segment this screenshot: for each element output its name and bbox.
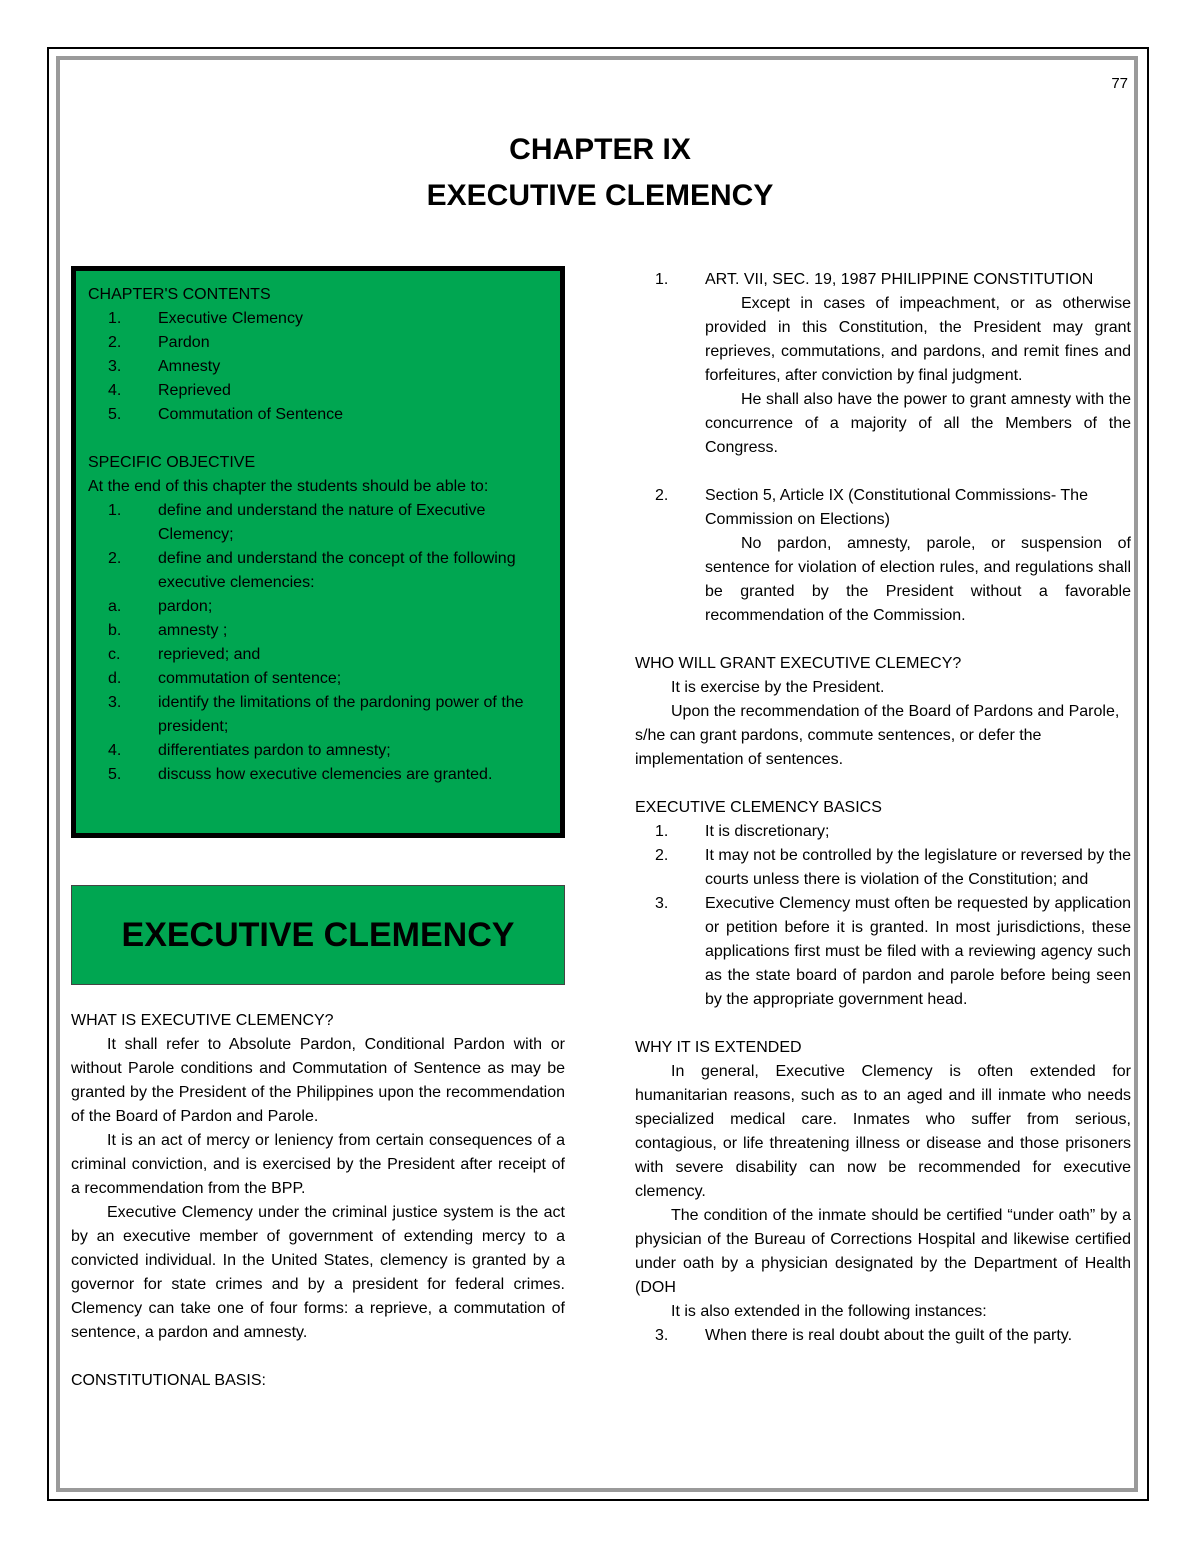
list-item: 3. When there is real doubt about the guilt of the party. — [655, 1327, 1073, 1344]
paragraph: It shall refer to Absolute Pardon, Conditional Pardon with or without Parole conditions and Commutation of Sentence as may be granted by the President of the Philippines upon the recommendation of the Board of Pardon and Parole. — [71, 1036, 565, 1125]
list-item: 2. It may not be controlled by the legislature or reversed by the courts unless there is violation of the Constitution; and — [655, 847, 1131, 888]
page-number: 77 — [1111, 75, 1128, 92]
list-item: a. pardon; — [108, 598, 213, 615]
list-item: 1. Executive Clemency — [108, 310, 303, 327]
left-column — [71, 1009, 565, 1393]
section-heading: WHAT IS EXECUTIVE CLEMENCY? — [71, 1012, 334, 1029]
paragraph: It is an act of mercy or leniency from certain consequences of a criminal conviction, and is exercised by the President after receipt of a recommendation from the BPP. — [71, 1132, 565, 1197]
list-item: 4. Reprieved — [108, 382, 231, 399]
list-item: b. amnesty ; — [108, 622, 228, 639]
list-item: 4. differentiates pardon to amnesty; — [108, 742, 391, 759]
list-item: 3. Amnesty — [108, 358, 221, 375]
list-item: d. commutation of sentence; — [108, 670, 342, 687]
legal-basis-title: Section 5, Article IX (Constitutional Commissions- The Commission on Elections) — [705, 487, 1088, 528]
list-item: 1. ART. VII, SEC. 19, 1987 PHILIPPINE CONSTITUTION — [635, 268, 1131, 292]
list-item: 2. Pardon — [108, 334, 210, 351]
chapter-title: EXECUTIVE CLEMENCY — [426, 179, 774, 212]
paragraph: He shall also have the power to grant amnesty with the concurrence of a majority of all the Members of the Congress. — [705, 391, 1131, 456]
paragraph: Upon the recommendation of the Board of Pardons and Parole, s/he can grant pardons, commute sentences, or defer the implementation of sentences. — [635, 703, 1120, 768]
clemency-sublist — [88, 595, 548, 691]
objectives-list — [88, 499, 548, 595]
paragraph: No pardon, amnesty, parole, or suspension of sentence for violation of election rules, and regulations shall be granted by the President without a favorable recommendation of the Commission. — [705, 535, 1131, 624]
section-heading: WHO WILL GRANT EXECUTIVE CLEMECY? — [635, 655, 962, 672]
legal-basis-title: ART. VII, SEC. 19, 1987 PHILIPPINE CONSTITUTION — [705, 271, 1094, 288]
chapter-contents-box — [71, 266, 565, 838]
objective-heading: SPECIFIC OBJECTIVE — [88, 454, 256, 471]
paragraph: Executive Clemency under the criminal justice system is the act by an executive member of government of extending mercy to a convicted individual. In the United States, clemency is granted by a governor for state crimes and by a president for federal crimes. Clemency can take one of four forms: a reprieve, a commutation of sentence, a pardon and amnesty. — [71, 1204, 565, 1341]
list-item: c. reprieved; and — [108, 646, 261, 663]
contents-list — [88, 307, 548, 427]
list-item: 5. Commutation of Sentence — [108, 406, 343, 423]
section-heading: CONSTITUTIONAL BASIS: — [71, 1372, 266, 1389]
section-banner: EXECUTIVE CLEMENCY — [71, 885, 565, 985]
paragraph: In general, Executive Clemency is often extended for humanitarian reasons, such as to an aged and ill inmate who needs specialized medical care. Inmates who suffer from serious, contagious, or life threatening illness or disease and those prisoners with severe disability can now be recommended for executive clemency. — [635, 1063, 1131, 1200]
paragraph: Except in cases of impeachment, or as otherwise provided in this Constitution, the President may grant reprieves, commutations, and pardons, and remit fines and forfeitures, after conviction by final judgment. — [705, 295, 1131, 384]
list-item: 2. define and understand the concept of the following executive clemencies: — [108, 550, 516, 591]
list-item: 5. discuss how executive clemencies are granted. — [108, 766, 493, 783]
section-heading: EXECUTIVE CLEMENCY BASICS — [635, 799, 882, 816]
list-item: 1. It is discretionary; — [655, 823, 830, 840]
list-item: 2. Section 5, Article IX (Constitutional Commissions- The Commission on Elections) — [635, 484, 1131, 532]
chapter-number: CHAPTER IX — [509, 133, 691, 166]
list-item: 3. Executive Clemency must often be requested by application or petition before it is granted. In most jurisdictions, these applications first must be filed with a reviewing agency such as the state board of pardon and parole before being seen by the appropriate government head. — [655, 895, 1131, 1008]
contents-heading: CHAPTER'S CONTENTS — [88, 286, 271, 303]
basics-list — [635, 820, 1131, 1012]
paragraph: It is exercise by the President. — [671, 679, 885, 696]
list-item: 1. define and understand the nature of Executive Clemency; — [108, 502, 486, 543]
objective-intro: At the end of this chapter the students should be able to: — [88, 478, 489, 495]
list-item: 3. identify the limitations of the pardoning power of the president; — [108, 694, 524, 735]
objectives-list-continued — [88, 691, 548, 787]
paragraph: It is also extended in the following instances: — [671, 1303, 987, 1320]
paragraph: The condition of the inmate should be certified “under oath” by a physician of the Bureau of Corrections Hospital and likewise certified under oath by a physician designated by the Department of Health (DOH — [635, 1207, 1131, 1296]
section-heading: WHY IT IS EXTENDED — [635, 1039, 802, 1056]
right-column — [635, 268, 1131, 1348]
